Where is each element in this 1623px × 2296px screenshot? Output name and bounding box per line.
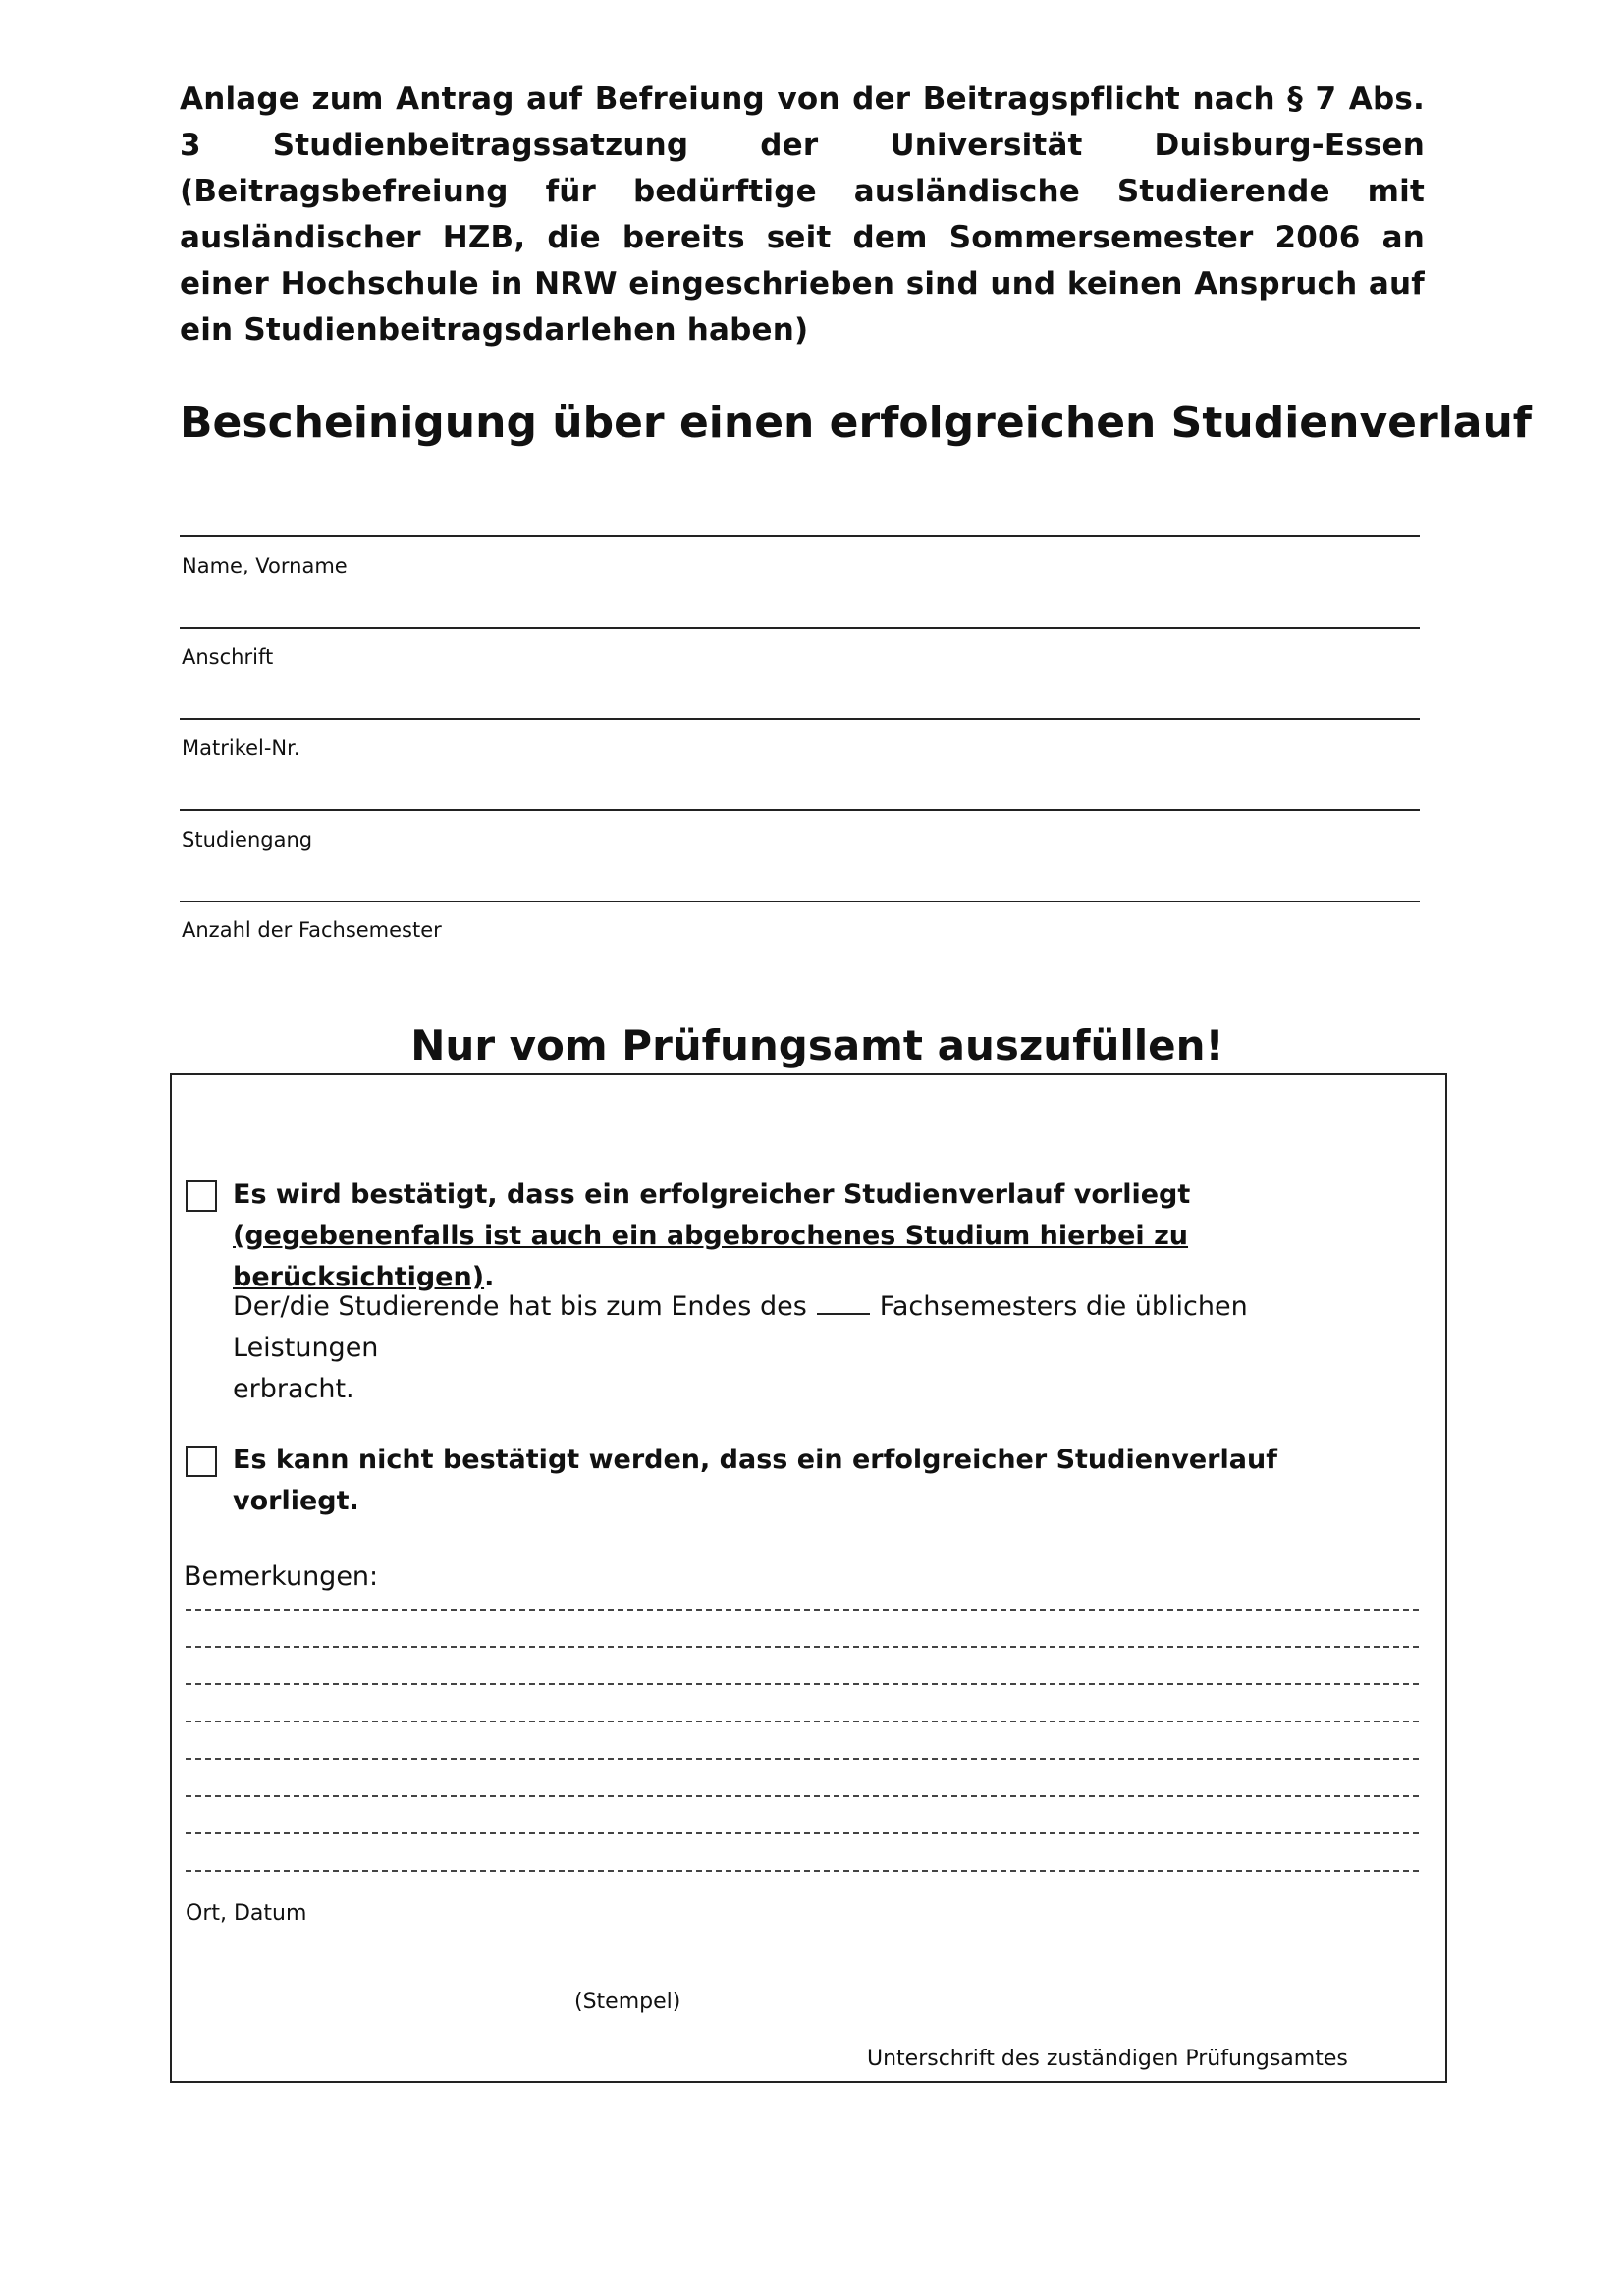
confirmed-statement [233,1175,1391,1298]
address-field-label: Anschrift [182,645,274,669]
semester-sentence-before: Der/die Studierende hat bis zum Endes des [233,1291,807,1322]
not-confirmed-checkbox[interactable] [186,1446,217,1477]
address-field-line[interactable] [180,627,1420,629]
semester-sentence [233,1286,1401,1410]
stamp-label: (Stempel) [574,1990,681,2014]
semester-count-field-label: Anzahl der Fachsemester [182,918,442,942]
document-title: Bescheinigung über einen erfolgreichen Studienverlauf [180,398,1532,448]
confirmed-text: Es wird bestätigt, dass ein erfolgreicher Studienverlauf vorliegt [233,1179,1191,1210]
remarks-label: Bemerkungen: [184,1561,379,1592]
remarks-line[interactable] [186,1870,1419,1872]
confirmed-period: . [484,1262,495,1292]
not-confirmed-text: Es kann nicht bestätigt werden, dass ein erfolgreicher Studienverlauf vorliegt. [233,1445,1277,1516]
confirmed-checkbox[interactable] [186,1180,217,1212]
matriculation-field-line[interactable] [180,718,1420,720]
study-program-field-label: Studiengang [182,828,313,851]
signature-label: Unterschrift des zuständigen Prüfungsamtes [867,2047,1348,2071]
office-heading: Nur vom Prüfungsamt auszufüllen! [410,1021,1224,1069]
name-field-label: Name, Vorname [182,554,348,577]
remarks-line[interactable] [186,1832,1419,1834]
study-program-field-line[interactable] [180,809,1420,811]
remarks-line[interactable] [186,1646,1419,1648]
remarks-line[interactable] [186,1683,1419,1685]
remarks-line[interactable] [186,1795,1419,1797]
remarks-line[interactable] [186,1609,1419,1611]
place-date-label: Ort, Datum [186,1901,307,1926]
semester-sentence-line2: erbracht. [233,1374,354,1404]
semester-count-field-line[interactable] [180,901,1420,902]
name-field-line[interactable] [180,535,1420,537]
semester-sentence-after: Fachsemesters die üblichen Leistungen [233,1291,1248,1363]
matriculation-field-label: Matrikel-Nr. [182,737,300,760]
semester-blank-field[interactable] [817,1313,870,1315]
remarks-line[interactable] [186,1721,1419,1722]
remarks-line[interactable] [186,1758,1419,1760]
intro-paragraph: Anlage zum Antrag auf Befreiung von der Beitragspflicht nach § 7 Abs. 3 Studienbeitragssatzung der Universität Duisburg-Essen (Beitragsbefreiung für bedürftige ausländische Studierende mit ausländischer HZB, die bereits seit dem Sommersemester 2006 an einer Hochschule in NRW eingeschrieben sind und keinen Anspruch auf ein Studienbeitragsdarlehen haben) [180,82,1425,348]
confirmed-note: (gegebenenfalls ist auch ein abgebrochenes Studium hierbei zu berücksichtigen) [233,1221,1189,1292]
